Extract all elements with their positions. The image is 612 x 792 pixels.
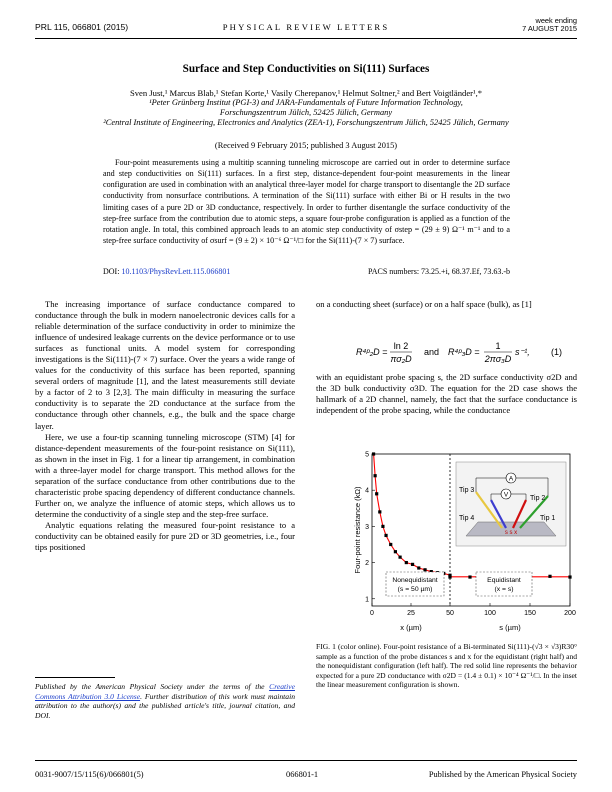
equation-1 [316, 338, 577, 368]
body-paragraph: Here, we use a four-tip scanning tunneling microscope (STM) [4] for distance-dependent measurements of the four-point resistance on Si(111), as shown in the inset in Fig. 1 for a linear tip arrangement, in combination with a three-layer model for charge transport. This method allows for the separation of the surface conductance from other contributions due to the characteristic probe spacing dependency of different conductance channels. Further on, we analyze the influence of atomic steps, which allows us to determine the conductivity of a single step and the step-free surface. [35, 431, 295, 519]
tip-3-label: Tip 3 [459, 487, 475, 494]
eq-r3d-tail: s⁻¹, [515, 347, 530, 357]
body-column-right-after [316, 372, 577, 416]
data-point-left [417, 566, 420, 569]
y-tick-label: 3 [365, 523, 369, 531]
page-number: 066801-1 [286, 770, 319, 779]
data-point-left [375, 492, 378, 495]
data-point-right [448, 575, 451, 578]
journal-ref: PRL 115, 066801 (2015) [35, 22, 129, 32]
data-point-left [411, 563, 414, 566]
data-point-left [423, 568, 426, 571]
body-paragraph: on a conducting sheet (surface) or on a half space (bulk), as [1] [316, 299, 532, 309]
equation-graphic [316, 338, 577, 368]
y-tick-label: 2 [365, 560, 369, 568]
abstract [103, 157, 510, 246]
eq-r3d-num: 1 [495, 341, 501, 351]
box-left-line2: (s = 50 µm) [397, 586, 433, 593]
y-axis-label: Four-point resistance (kΩ) [353, 486, 362, 574]
eq-r2d-lhs: R⁴ᵖ₂D = [356, 347, 388, 357]
doi-row [103, 267, 510, 276]
x-axis-label-right: s (µm) [499, 623, 521, 632]
tip-1-label: Tip 1 [540, 515, 556, 522]
footnote-text: Published by the American Physical Society under the terms of the [35, 682, 270, 691]
issn: 0031-9007/15/115(6)/066801(5) [35, 770, 144, 779]
x-tick-label: 150 [524, 610, 536, 617]
data-point-left [372, 452, 375, 455]
data-point-right [468, 575, 471, 578]
license-footnote [35, 682, 295, 720]
affiliation-line: ¹Peter Grünberg Institut (PGI-3) and JARA-Fundamentals of Future Information Technology, [149, 98, 463, 107]
tip-4-label: Tip 4 [459, 515, 475, 522]
data-point-left [384, 534, 387, 537]
x-tick-label: 100 [484, 610, 496, 617]
week-date: 7 AUGUST 2015 [522, 24, 577, 34]
data-point-left [381, 525, 384, 528]
pacs-numbers: PACS numbers: 73.25.+i, 68.37.Ef, 73.63.-b [368, 267, 510, 276]
y-tick-label: 5 [365, 451, 369, 459]
doi-label: DOI: [103, 267, 120, 276]
data-point-right [548, 575, 551, 578]
data-point-left [389, 543, 392, 546]
received-dates: (Received 9 February 2015; published 3 August 2015) [214, 141, 398, 150]
eq-r2d-den: πσ₂D [390, 354, 412, 364]
footer-rule [35, 760, 577, 761]
data-point-left [405, 561, 408, 564]
abstract-text: Four-point measurements using a multitip scanning tunneling microscope are carried out in order to determine surface and step conductivities on Si(111) surfaces. In a first step, distance-dependent four-point measurements in the linear configuration are used in combination with an analytical three-layer model for charge transport to disentangle the 2D surface conductivity from nonsurface contributions. A termination of the Si(111) surface with either Bi or H results in the two limiting cases of a pure 2D or 3D conductance, respectively. In order to further disentangle the surface conductivity of the step-free surface from the contribution due to atomic steps, a square four-probe configuration is applied as a function of the rotation angle. In total, this combined approach leads to an atomic step conductivity of σstep = (29 ± 9) Ω⁻¹ m⁻¹ and to a step-free surface conductivity of σsurf = (9 ± 2) × 10⁻⁶ Ω⁻¹/□ for the Si(111)-(7 × 7) surface. [103, 158, 510, 246]
box-right-line2: (x = s) [494, 586, 514, 593]
y-axis-ticks [365, 452, 375, 604]
affiliations [0, 98, 612, 129]
data-point-left [374, 474, 377, 477]
publisher-note: Published by the American Physical Society [428, 770, 577, 779]
eq-number: (1) [551, 347, 562, 357]
week-label: week ending [535, 16, 577, 25]
license-link[interactable]: Creative Commons Attribution 3.0 License [35, 682, 295, 701]
data-point-left [378, 510, 381, 513]
ammeter-label: A [508, 475, 514, 483]
body-paragraph: The increasing importance of surface conductance compared to conductance through the bulk in modern nanoelectronic devices calls for a reliable determination of the surface conductivity in order to minimize the influence of undesired leakage currents on the device performance or to use surfaces as functional units. A model system for corresponding investigations is the Si(111)-(7 × 7) surface. Over the years a wide range of values for the conductivity of this surface has been reported, spanning several orders of magnitude [1], and the latest measurements still deviate by a factor of 2 to 3 [2,3]. The main difficulty in measuring the surface conductivity is to separate the 2D conductance at the surface from the conductance through other channels, e.g., the bulk and the space charge layer. [35, 299, 295, 431]
data-point-left [398, 556, 401, 559]
paper-title: Surface and Step Conductivities on Si(111) Surfaces [182, 63, 430, 75]
data-point-right [568, 575, 571, 578]
x-axis-label-left: x (µm) [400, 623, 422, 632]
x-tick-label: 0 [370, 610, 374, 617]
journal-name: PHYSICAL REVIEW LETTERS [222, 22, 390, 32]
eq-r3d-den: 2πσ₃D [484, 354, 512, 364]
inset-diagram [456, 462, 566, 546]
x-axis-ticks [370, 603, 576, 617]
body-paragraph: with an equidistant probe spacing s, the 2D surface conductivity σ2D and the 3D bulk conductivity σ3D. The equation for the 2D case shows the hallmark of a 2D channel, namely, the fact that the surface conductance is independent of the probe spacing, while the conductance [316, 372, 577, 416]
body-column-right-top [316, 299, 577, 310]
eq-r2d-num: ln 2 [393, 341, 409, 351]
tip-2-label: Tip 2 [530, 495, 546, 502]
figure-1 [316, 448, 577, 638]
y-tick-label: 1 [365, 596, 369, 604]
affiliation-line: Forschungszentrum Jülich, 52425 Jülich, Germany [219, 108, 393, 118]
figure-1-chart [316, 448, 577, 638]
author-list: Sven Just,¹ Marcus Blab,¹ Stefan Korte,¹ Vasily Cherepanov,¹ Helmut Soltner,² and Bert Voigtländer¹,* [129, 88, 483, 98]
header-rule [35, 38, 577, 39]
body-paragraph: Analytic equations relating the measured four-point resistance to a conductivity can be obtained easily for pure 2D or 3D geometries, i.e., four tips positioned [35, 519, 295, 553]
footnote-text: . Further distribution of this work must maintain attribution to the author(s) and the published article's title, journal citation, and DOI. [35, 691, 295, 720]
affiliation-line: ²Central Institute of Engineering, Electronics and Analytics (ZEA-1), Forschungszentrum Jülich, 52425 Jülich, Germany [103, 118, 509, 128]
footnote-rule [35, 677, 115, 678]
data-point-left [394, 550, 397, 553]
y-tick-label: 4 [365, 487, 369, 495]
x-tick-label: 200 [564, 610, 576, 617]
fit-line-left [374, 454, 450, 575]
spacing-label: s s x [504, 530, 518, 536]
eq-r3d-lhs: R⁴ᵖ₃D = [448, 347, 480, 357]
x-tick-label: 25 [407, 610, 415, 617]
x-tick-label: 50 [446, 610, 454, 617]
box-left-line1: Nonequidistant [392, 577, 438, 584]
voltmeter-label: V [503, 491, 509, 499]
week-ending [522, 17, 577, 34]
figure-caption: FIG. 1 (color online). Four-point resistance of a Bi-terminated Si(111)-(√3 × √3)R30° sample as a function of the probe distances s and x for the equidistant (right half) and the nonequidistant configuration (left half). The red solid line represents the behavior expected for a pure 2D conductance with σ2D = (1.4 ± 0.1) × 10⁻⁴ Ω⁻¹/□. In the inset the linear measurement configuration is shown. [316, 642, 577, 690]
doi-link[interactable]: 10.1103/PhysRevLett.115.066801 [121, 267, 231, 276]
box-right-line1: Equidistant [487, 577, 521, 584]
body-column-left [35, 299, 295, 553]
eq-and: and [424, 347, 440, 357]
